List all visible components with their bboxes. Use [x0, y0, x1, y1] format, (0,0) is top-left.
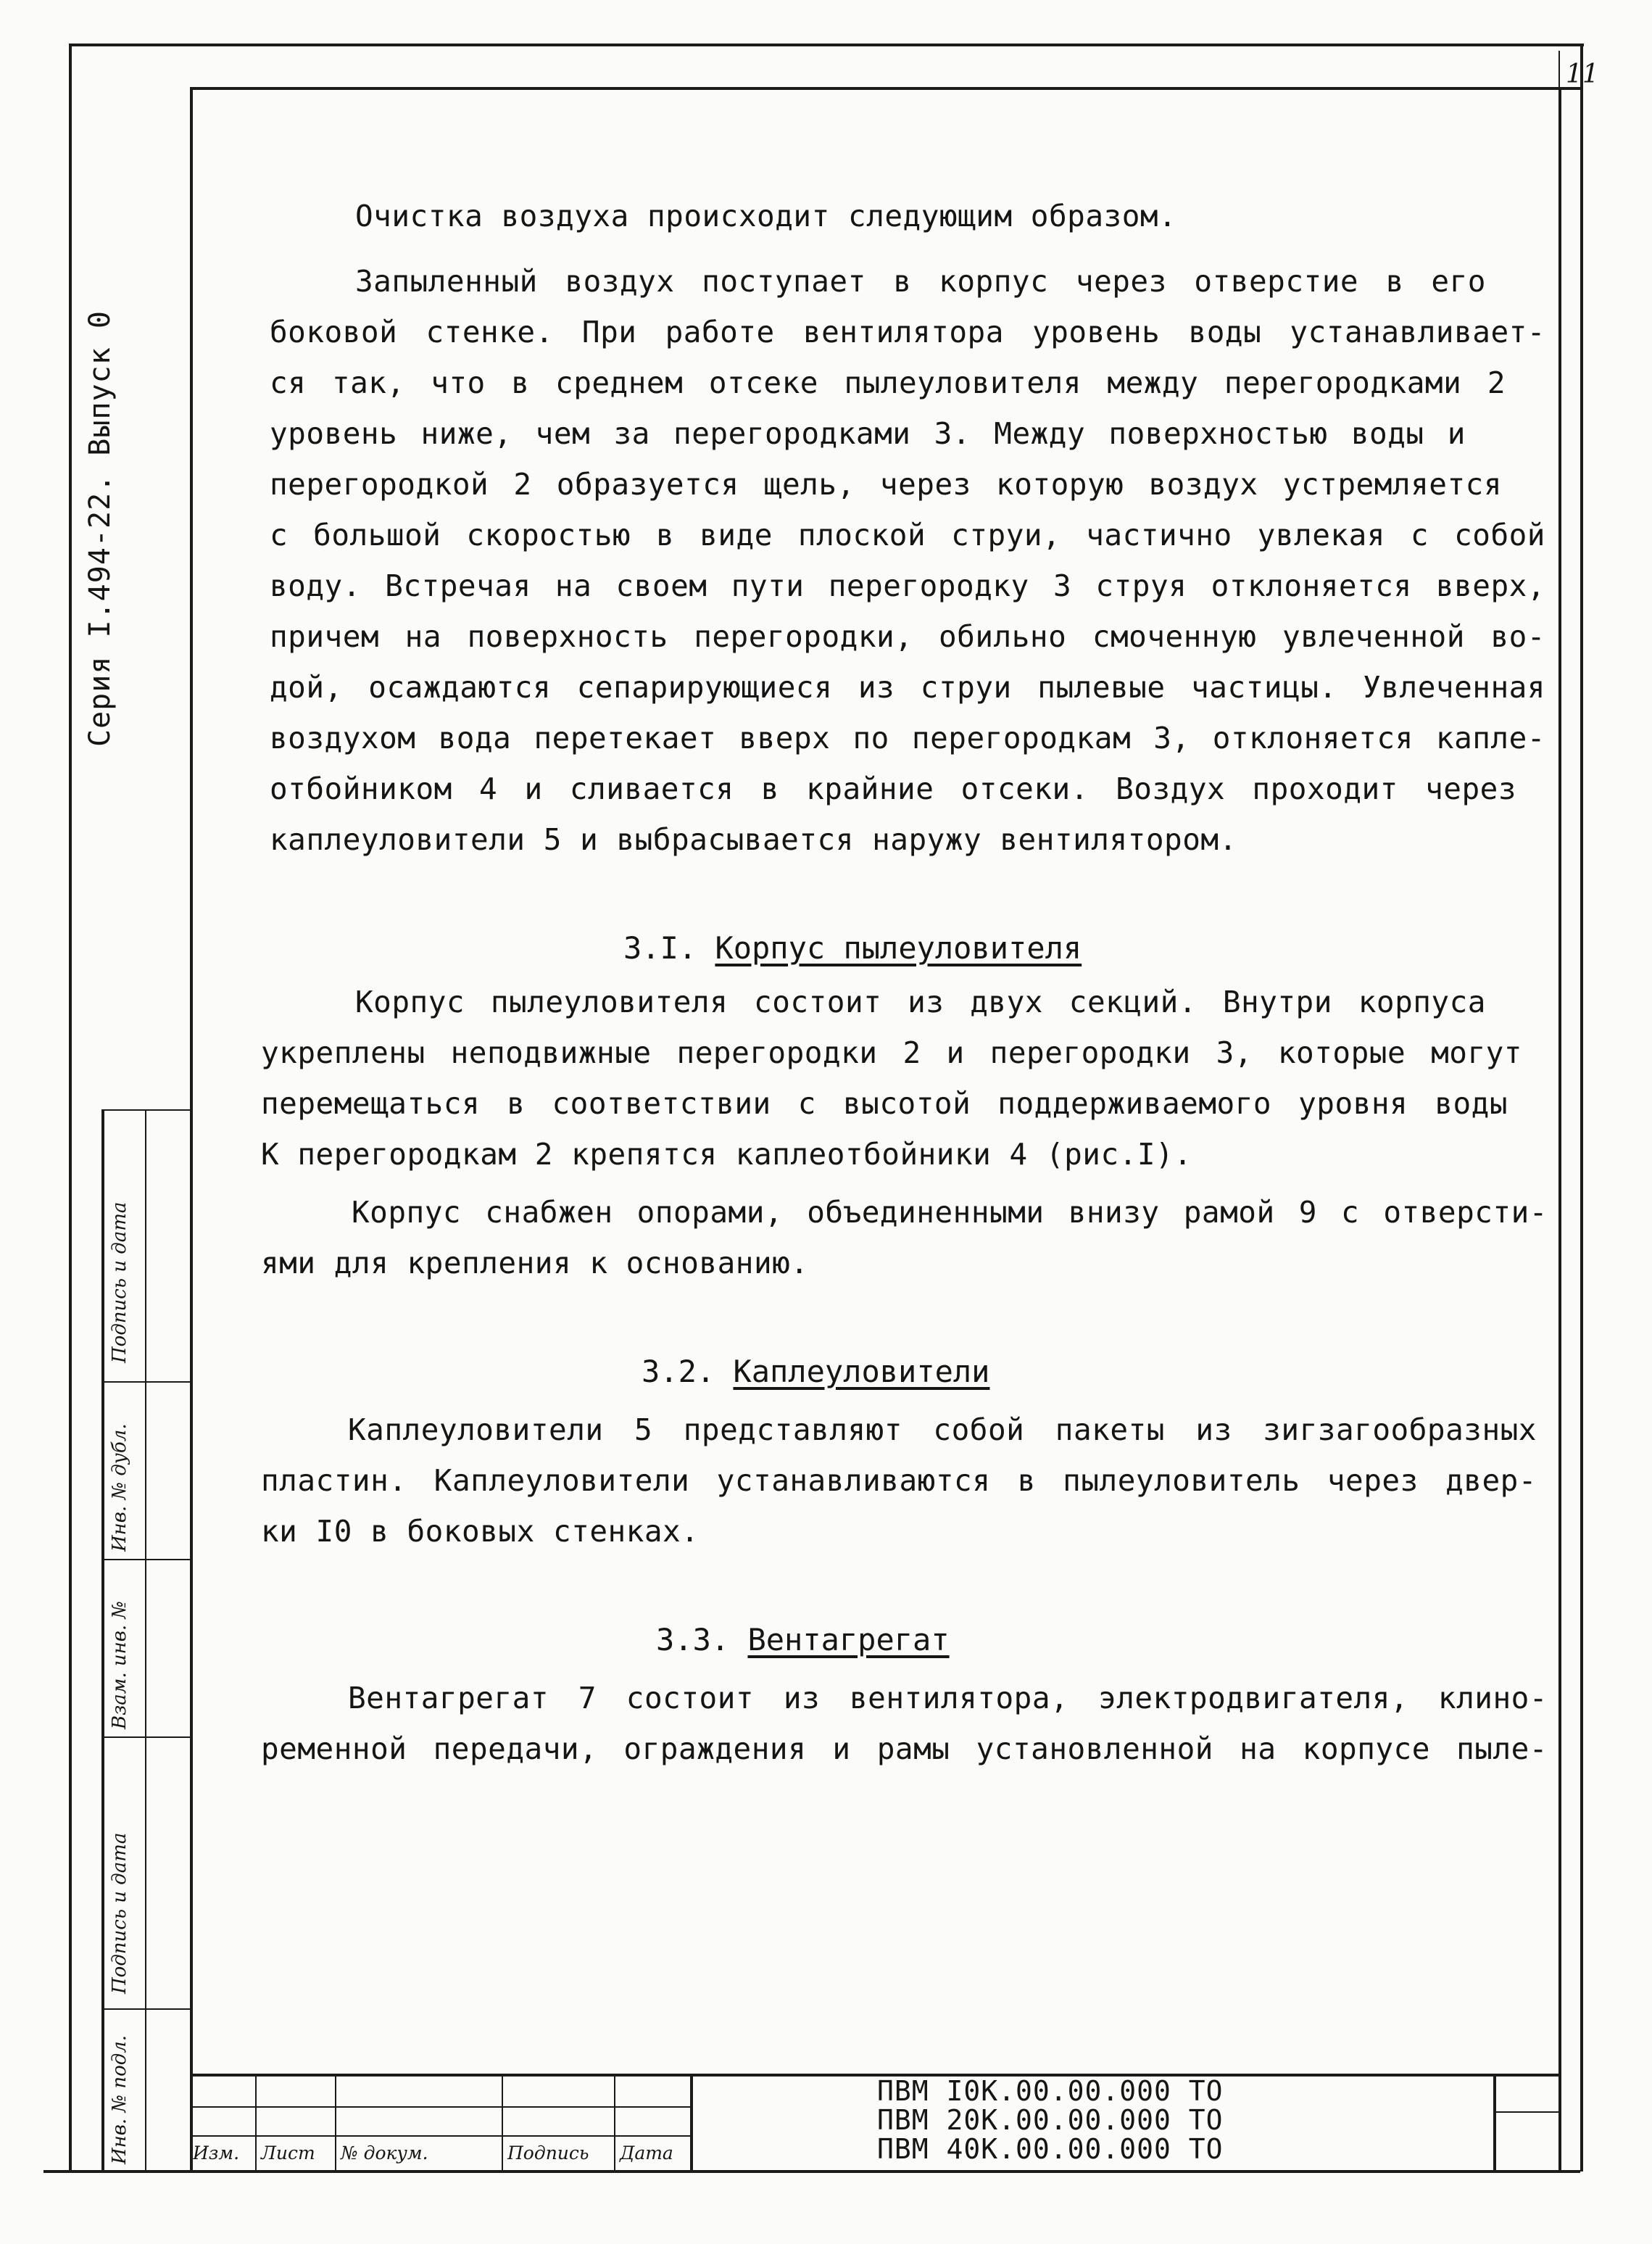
intro-line-1: Очистка воздуха происходит следующим образом. [355, 199, 1177, 233]
doc-code-3: ПВМ 40К.00.00.000 ТО [877, 2133, 1224, 2165]
s2-line-2: пластин. Каплеуловители устанавливаются в пылеуловитель через двер- [261, 1463, 1537, 1498]
stamp-label-orig-inv: Инв. № подл. [109, 2034, 130, 2164]
inner-frame-right [1558, 87, 1561, 2171]
outer-frame-left [69, 44, 72, 2171]
section-number: 3.2. [642, 1354, 715, 1389]
intro-line-4: ся так, что в среднем отсеке пылеуловителя между перегородками 2 [270, 365, 1506, 400]
title-block-sheet-col [1493, 2074, 1496, 2171]
section-number: 3.I. [623, 930, 697, 966]
tb-label-doc-no: № докум. [341, 2142, 428, 2164]
s1-line-6: ями для крепления к основанию. [261, 1246, 809, 1280]
intro-line-12: отбойником 4 и сливается в крайние отсеки. Воздух проходит через [270, 771, 1516, 806]
tb-label-date: Дата [620, 2142, 673, 2164]
intro-line-8: воду. Встречая на своем пути перегородку 3 струя отклоняется вверх, [270, 568, 1545, 603]
title-block-col-3 [502, 2074, 503, 2171]
tb-label-signature: Подпись [507, 2142, 589, 2164]
stamp-inner-line [145, 1109, 146, 2171]
stamp-label-dup-inv: Инв. № дубл. [109, 1423, 130, 1552]
title-block-sheet-row [1493, 2111, 1558, 2113]
intro-line-7: с большой скоростью в виде плоской струи, частично увлекая с собой [270, 518, 1545, 552]
title-block-col-2 [335, 2074, 336, 2171]
title-block-col-5 [690, 2074, 693, 2171]
stamp-divider-3 [101, 1559, 192, 1560]
stamp-divider-4 [101, 1736, 192, 1738]
outer-frame-bottom [43, 2170, 1580, 2173]
stamp-divider-2 [101, 1381, 192, 1383]
s1-line-1: Корпус пылеуловителя состоит из двух секций. Внутри корпуса [355, 985, 1486, 1019]
intro-line-3: боковой стенке. При работе вентилятора уровень воды устанавливает- [270, 315, 1545, 349]
stamp-divider-1 [101, 1109, 192, 1111]
doc-code-2: ПВМ 20К.00.00.000 ТО [877, 2104, 1224, 2136]
intro-line-9: причем на поверхность перегородки, обильно смоченную увлеченной во- [270, 619, 1545, 654]
title-block-top [190, 2074, 1560, 2077]
outer-frame-right [1580, 44, 1583, 2171]
intro-line-2: Запыленный воздух поступает в корпус через отверстие в его [355, 264, 1486, 299]
section-heading-3-3 [656, 1618, 950, 1662]
section-title: Корпус пылеуловителя [715, 930, 1082, 966]
title-block-col-1 [255, 2074, 257, 2171]
intro-line-10: дой, осаждаются сепарирующиеся из струи пылевые частицы. Увлеченная [270, 670, 1545, 705]
side-series-label: Серия I.494-22. Выпуск 0 [83, 310, 117, 747]
s2-line-3: ки I0 в боковых стенках. [261, 1514, 700, 1549]
intro-line-5: уровень ниже, чем за перегородками 3. Между поверхностью воды и [270, 416, 1466, 451]
section-number: 3.3. [656, 1622, 730, 1657]
tb-label-change: Изм. [193, 2142, 240, 2164]
section-heading-3-1 [623, 927, 1082, 970]
title-block-col-4 [614, 2074, 615, 2171]
section-heading-3-2 [642, 1350, 989, 1394]
section-title: Вентагрегат [747, 1622, 950, 1657]
stamp-label-signature-date-2: Подпись и дата [109, 1832, 130, 1994]
stamp-column-left [101, 1109, 104, 2171]
inner-frame-left [190, 87, 193, 2171]
s1-line-4: К перегородкам 2 крепятся каплеотбойники 4 (рис.I). [261, 1137, 1192, 1172]
stamp-label-signature-date-1: Подпись и дата [109, 1201, 130, 1363]
section-title: Каплеуловители [733, 1354, 990, 1389]
s1-line-5: Корпус снабжен опорами, объединенными внизу рамой 9 с отверсти- [352, 1195, 1548, 1230]
intro-line-11: воздухом вода перетекает вверх по перегородкам 3, отклоняется капле- [270, 721, 1545, 755]
page-number: 11 [1566, 59, 1599, 89]
stamp-divider-5 [101, 2008, 192, 2010]
stamp-label-replace-inv: Взам. инв. № [109, 1600, 130, 1729]
s1-line-2: укреплены неподвижные перегородки 2 и перегородки 3, которые могут [261, 1035, 1522, 1070]
intro-line-13: каплеуловители 5 и выбрасывается наружу вентилятором. [270, 822, 1237, 857]
s2-line-1: Каплеуловители 5 представляют собой пакеты из зигзагообразных [348, 1412, 1537, 1447]
page-number-box-line [1558, 51, 1560, 88]
s1-line-3: перемещаться в соответствии с высотой поддерживаемого уровня воды [261, 1086, 1508, 1121]
s3-line-2: ременной передачи, ограждения и рамы установленной на корпусе пыле- [261, 1731, 1548, 1766]
tb-label-sheet: Лист [261, 2142, 315, 2164]
s3-line-1: Вентагрегат 7 состоит из вентилятора, электродвигателя, клино- [348, 1681, 1548, 1715]
doc-code-1: ПВМ I0К.00.00.000 ТО [877, 2075, 1224, 2107]
intro-line-6: перегородкой 2 образуется щель, через которую воздух устремляется [270, 467, 1502, 502]
inner-frame-top [190, 87, 1580, 90]
outer-frame-top [69, 44, 1584, 46]
